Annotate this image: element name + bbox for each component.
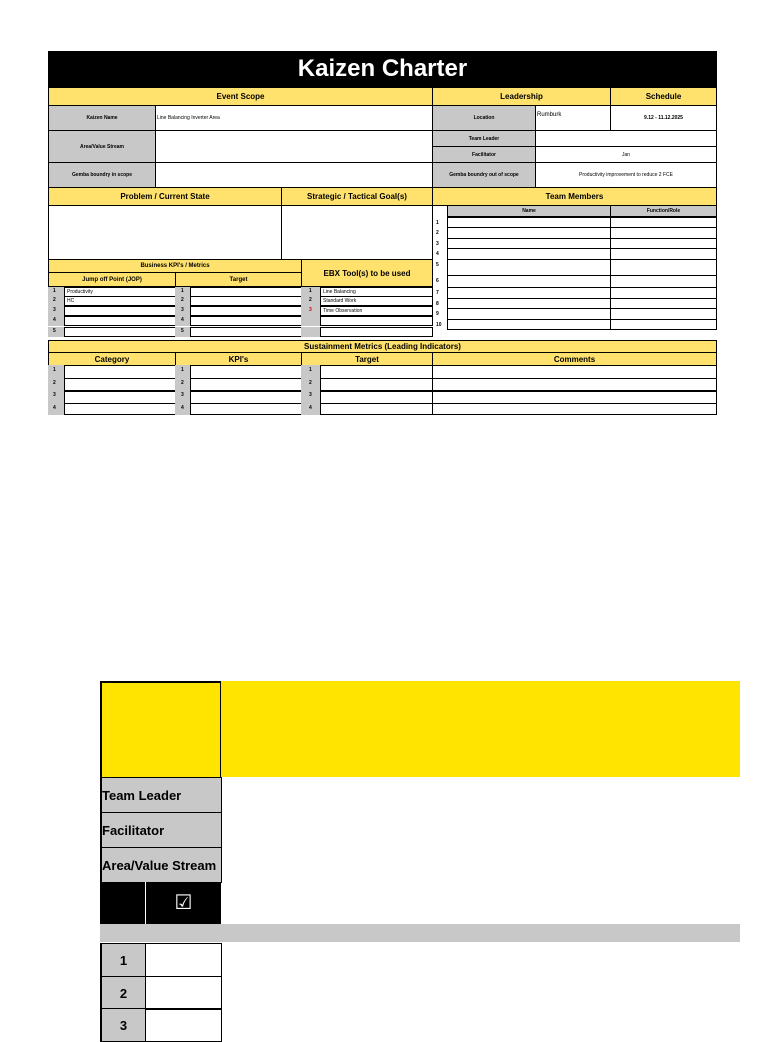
sust-target-field[interactable] — [320, 390, 433, 404]
sust-kpi-field[interactable] — [190, 365, 302, 379]
zoom-checkbox-cell[interactable] — [145, 882, 221, 924]
in-scope-field[interactable] — [155, 162, 433, 188]
zoom-black-frame — [100, 681, 221, 777]
sust-target-number: 3 — [301, 390, 321, 404]
zoom-row-number: 1 — [100, 943, 146, 977]
team-leader-label: Team Leader — [432, 130, 536, 147]
schedule-field[interactable]: 9.12 - 11.12.2025 — [610, 105, 717, 131]
sust-kpi-number: 3 — [175, 390, 191, 404]
location-label: Location — [432, 105, 536, 131]
goals-header: Strategic / Tactical Goal(s) — [281, 187, 433, 206]
zoom-row-field[interactable] — [145, 976, 222, 1010]
team-leader-field[interactable] — [535, 130, 717, 147]
team-members-header: Team Members — [432, 187, 717, 206]
kpi-target-row-number: 2 — [175, 296, 191, 306]
jop-value-field[interactable] — [64, 306, 176, 316]
jop-row-number: 4 — [48, 316, 64, 326]
sust-category-field[interactable] — [64, 390, 176, 404]
sust-kpi-field[interactable] — [190, 390, 302, 404]
team-function-field[interactable] — [610, 319, 717, 330]
zoom-row-number: 2 — [100, 976, 146, 1010]
sust-category-number: 1 — [48, 365, 64, 379]
sust-comments-field[interactable] — [432, 365, 717, 379]
ebx-tool-field[interactable] — [320, 327, 433, 337]
sust-comments-field[interactable] — [432, 390, 717, 404]
sust-target-field[interactable] — [320, 365, 433, 379]
sust-kpi-number: 4 — [175, 403, 191, 415]
checkbox-icon[interactable]: ☑ — [174, 892, 193, 914]
kpi-target-field[interactable] — [190, 306, 302, 316]
in-scope-label: Gemba boundry in scope — [48, 162, 156, 188]
zoom-yellow-banner — [220, 681, 740, 777]
facilitator-field[interactable]: Jan — [535, 146, 717, 163]
team-row-number: 1 — [436, 220, 439, 226]
zoom-value-stream-label: Area/Value Stream — [100, 847, 222, 883]
kpi-target-field[interactable] — [190, 316, 302, 326]
problem-field[interactable] — [48, 205, 282, 260]
out-scope-label: Gemba boundry out of scope — [432, 162, 536, 188]
team-row-number: 6 — [436, 278, 439, 284]
team-name-col-header: Name — [447, 205, 611, 217]
sust-category-number: 4 — [48, 403, 64, 415]
sust-kpi-number: 1 — [175, 365, 191, 379]
zoom-facilitator-label: Facilitator — [100, 812, 222, 848]
zoom-row-number: 3 — [100, 1008, 146, 1042]
out-scope-field[interactable]: Productivity improvement to reduce 2 FCE — [535, 162, 717, 188]
jop-row-number: 5 — [48, 327, 64, 337]
kpi-target-field[interactable] — [190, 327, 302, 337]
zoom-gray-bar — [100, 924, 740, 942]
title-bar — [48, 51, 717, 87]
ebx-tools-header: EBX Tool(s) to be used — [301, 259, 433, 287]
sust-category-number: 2 — [48, 378, 64, 392]
jop-value-field[interactable] — [64, 327, 176, 337]
kpi-target-field[interactable] — [190, 296, 302, 306]
sust-target-number: 4 — [301, 403, 321, 415]
schedule-header: Schedule — [610, 87, 717, 106]
sust-category-number: 3 — [48, 390, 64, 404]
ebx-tool-field[interactable] — [320, 316, 433, 326]
sust-target-field[interactable] — [320, 403, 433, 415]
ebx-row-number — [301, 316, 321, 326]
jop-row-number: 1 — [48, 287, 64, 297]
ebx-row-number: 2 — [301, 296, 321, 306]
sustainment-header: Sustainment Metrics (Leading Indicators) — [48, 340, 717, 353]
sust-target-number: 2 — [301, 378, 321, 392]
jop-value-field[interactable]: Productivity — [64, 287, 176, 297]
sust-category-field[interactable] — [64, 365, 176, 379]
sust-target-number: 1 — [301, 365, 321, 379]
zoom-row-field[interactable] — [145, 943, 222, 977]
jop-row-number: 2 — [48, 296, 64, 306]
kpi-target-row-number: 4 — [175, 316, 191, 326]
ebx-row-number: 1 — [301, 287, 321, 297]
sust-kpi-number: 2 — [175, 378, 191, 392]
page-title: Kaizen Charter — [297, 55, 468, 82]
event-scope-header: Event Scope — [48, 87, 433, 106]
team-row-number: 10 — [436, 322, 442, 328]
ebx-row-number — [301, 327, 321, 337]
kaizen-name-label: Kaizen Name — [48, 105, 156, 131]
goals-field[interactable] — [281, 205, 433, 260]
team-name-field[interactable] — [447, 259, 611, 276]
jop-value-field[interactable] — [64, 316, 176, 326]
ebx-tool-field[interactable]: Standard Work — [320, 296, 433, 306]
jop-header: Jump off Point (JOP) — [48, 272, 176, 287]
team-row-number: 8 — [436, 301, 439, 307]
comments-header: Comments — [432, 352, 717, 366]
zoom-team-leader-label: Team Leader — [100, 777, 222, 813]
value-stream-field[interactable] — [155, 130, 433, 163]
sust-target-header: Target — [301, 352, 433, 366]
jop-value-field[interactable]: HC — [64, 296, 176, 306]
zoom-black-cell-left — [100, 882, 146, 924]
sust-kpi-field[interactable] — [190, 403, 302, 415]
team-row-number: 9 — [436, 311, 439, 317]
ebx-row-number: 3 — [301, 306, 321, 316]
kpis-header: KPI's — [175, 352, 302, 366]
business-kpis-header: Business KPI's / Metrics — [48, 259, 302, 273]
leadership-header: Leadership — [432, 87, 611, 106]
value-stream-label: Area/Value Stream — [48, 130, 156, 163]
team-row-number: 4 — [436, 251, 439, 257]
ebx-tool-field[interactable]: Line Balancing — [320, 287, 433, 297]
team-row-number: 7 — [436, 290, 439, 296]
kaizen-name-field[interactable]: Line Balancing Inverter Area — [155, 105, 433, 131]
category-header: Category — [48, 352, 176, 366]
location-field[interactable]: Rumburk — [535, 105, 611, 131]
team-row-number: 5 — [436, 262, 439, 268]
kpi-target-row-number: 5 — [175, 327, 191, 337]
team-function-col-header: Function/Role — [610, 205, 717, 217]
problem-header: Problem / Current State — [48, 187, 282, 206]
sust-comments-field[interactable] — [432, 403, 717, 415]
team-row-number: 2 — [436, 230, 439, 236]
team-function-field[interactable] — [610, 259, 717, 276]
team-row-number: 3 — [436, 241, 439, 247]
jop-row-number: 3 — [48, 306, 64, 316]
sust-category-field[interactable] — [64, 403, 176, 415]
ebx-tool-field[interactable]: Time Observation — [320, 306, 433, 316]
team-name-field[interactable] — [447, 319, 611, 330]
zoom-row-field[interactable] — [145, 1008, 222, 1042]
kpi-target-row-number: 1 — [175, 287, 191, 297]
kpi-target-row-number: 3 — [175, 306, 191, 316]
facilitator-label: Facilitator — [432, 146, 536, 163]
kpi-target-header: Target — [175, 272, 302, 287]
